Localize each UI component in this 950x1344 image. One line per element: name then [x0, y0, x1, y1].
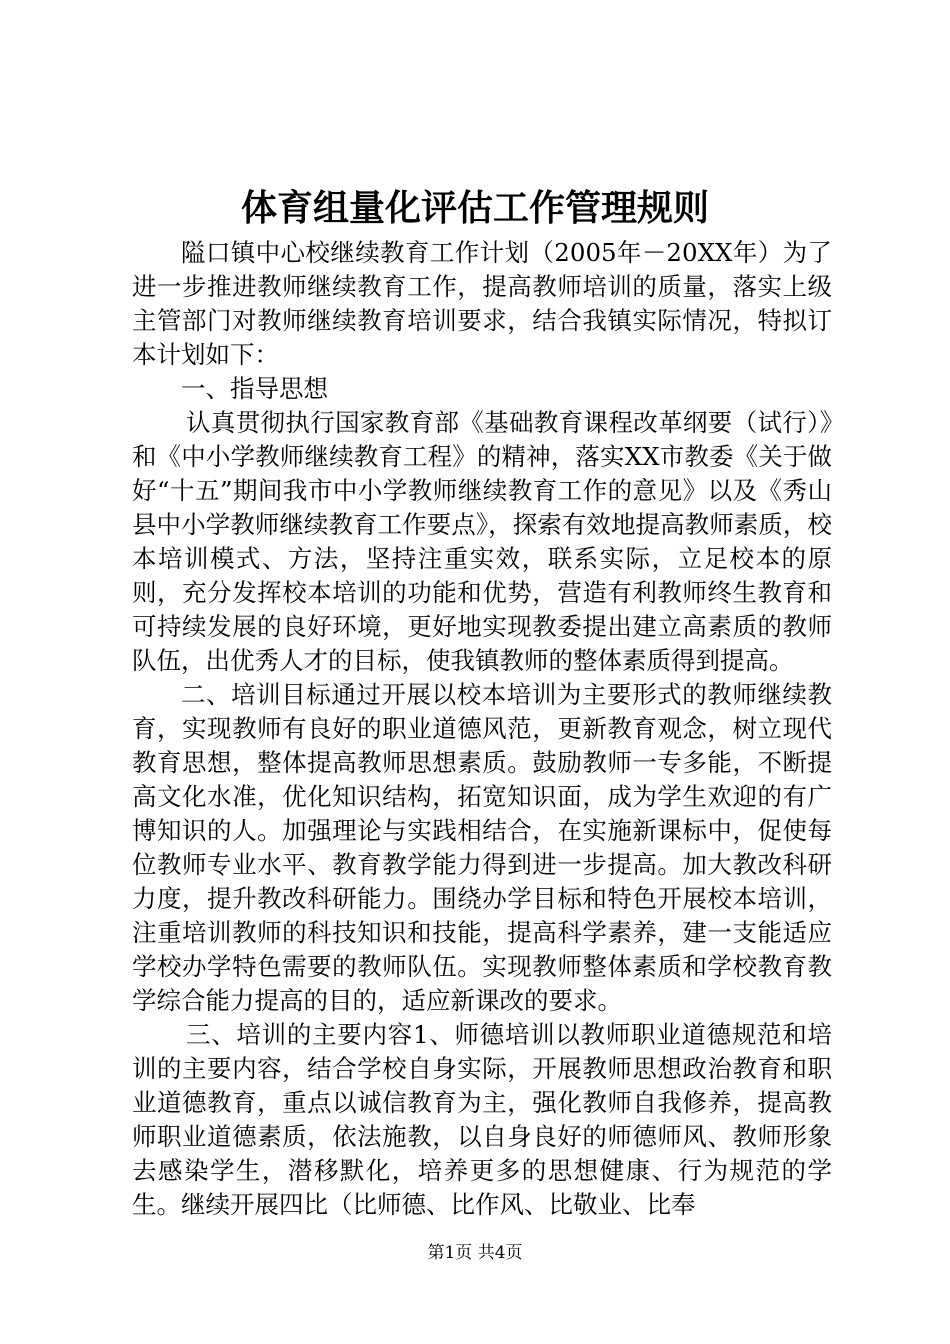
document-title: 体育组量化评估工作管理规则	[240, 187, 709, 229]
document-body	[132, 236, 832, 1222]
section-heading-guiding-ideology: 一、指导思想	[181, 374, 328, 403]
page-footer: 第1页 共4页	[427, 1243, 523, 1263]
paragraph-training-goals: 二、培训目标通过开展以校本培训为主要形式的教师继续教育，实现教师有良好的职业道德风范，更新教育观念，树立现代教育思想，整体提高教师思想素质。鼓励教师一专多能，不断提高文化水准，优化知识结构，拓宽知识面，成为学生欢迎的有广博知识的人。加强理论与实践相结合，在实施新课标中，促使每位教师专业水平、教育教学能力得到进一步提高。加大教改科研力度，提升教改科研能力。围绕办学目标和特色开展校本培训，注重培训教师的科技知识和技能，提高科学素养，建一支能适应学校办学特色需要的教师队伍。实现教师整体素质和学校教育教学综合能力提高的目的，适应新课改的要求。	[132, 680, 832, 1015]
paragraph-guiding-ideology: 认真贯彻执行国家教育部《基础教育课程改革纲要（试行）》和《中小学教师继续教育工程》的精神，落实XX市教委《关于做好“十五”期间我市中小学教师继续教育工作的意见》以及《秀山县中小学教师继续教育工作要点》，探索有效地提高教师素质，校本培训模式、方法，坚持注重实效，联系实际，立足校本的原则，充分发挥校本培训的功能和优势，营造有利教师终生教育和可持续发展的良好环境，更好地实现教委提出建立高素质的教师队伍，出优秀人才的目标，使我镇教师的整体素质得到提高。	[132, 408, 832, 675]
paragraph-intro: 隘口镇中心校继续教育工作计划（2005年－20XX年）为了进一步推进教师继续教育工作，提高教师培训的质量，落实上级主管部门对教师继续教育培训要求，结合我镇实际情况，特拟订本计划如下：	[132, 238, 832, 369]
paragraph-training-content: 三、培训的主要内容1、师德培训以教师职业道德规范和培训的主要内容，结合学校自身实际，开展教师思想政治教育和职业道德教育，重点以诚信教育为主，强化教师自我修养，提高教师职业道德素质，依法施教，以自身良好的师德师风、教师形象去感染学生，潜移默化，培养更多的思想健康、行为规范的学生。继续开展四比（比师德、比作风、比敬业、比奉	[132, 1020, 832, 1219]
